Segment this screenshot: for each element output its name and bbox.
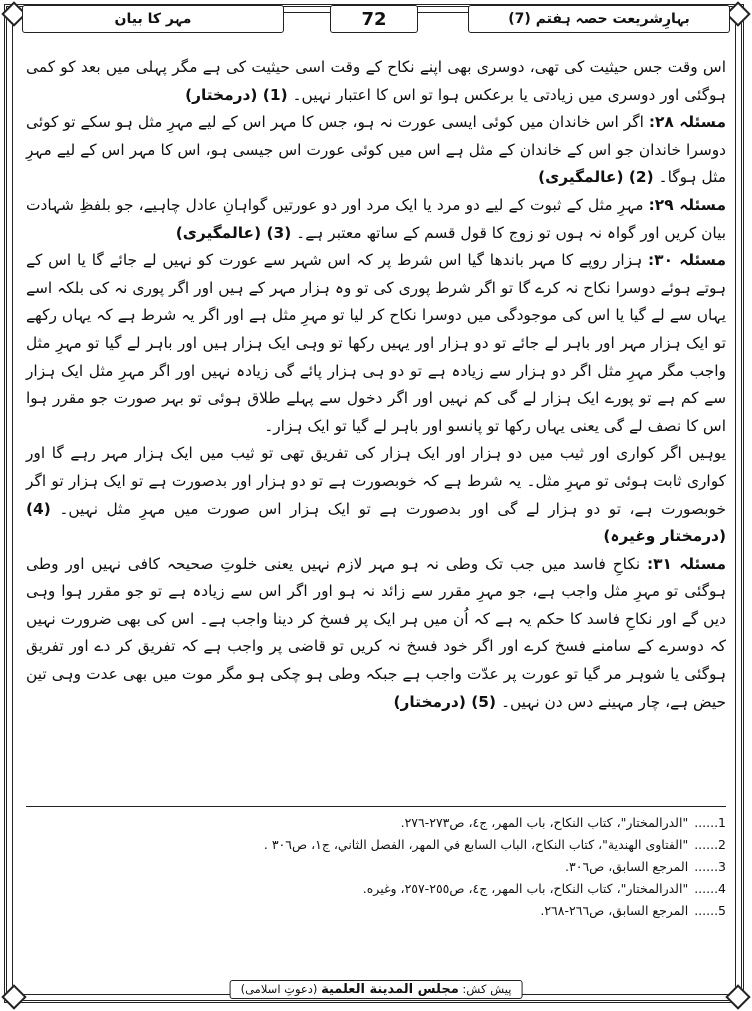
paragraph-4 — [26, 247, 726, 440]
masala-label: مسئلہ ۳۰: — [648, 251, 726, 270]
paragraph-1 — [26, 54, 726, 109]
footnote-text: "الدرالمختار"، كتاب النكاح، باب المهر، ج٤، ص٢٥٥-٢٥٧، وغيره. — [362, 881, 689, 896]
paragraph-reference: (3) (عالمگیری) — [175, 223, 292, 242]
body-text — [26, 54, 726, 716]
masala-label: مسئلہ ۲۸: — [648, 113, 726, 132]
book-title: بہارِشریعت حصہ ہفتم (7) — [468, 5, 730, 33]
chapter-title: مہر کا بیان — [22, 5, 284, 33]
footnote-marker: 1...... — [694, 815, 726, 830]
footnote-text: المرجع السابق، ص٣٠٦. — [565, 859, 689, 874]
paragraph-reference: (2) (عالمگیری) — [538, 168, 654, 187]
paragraph-2 — [26, 109, 726, 192]
footnote-text: "الدرالمختار"، كتاب النكاح، باب المهر، ج٤، ص٢٧٣-٢٧٦. — [400, 815, 689, 830]
publisher-name: مجلس المدينة العلمية — [321, 982, 459, 997]
masala-label: مسئلہ ۲۹: — [648, 195, 726, 214]
footnote-1 — [26, 812, 726, 834]
paragraph-text: مہرِ مثل کے ثبوت کے لیے دو مرد یا ایک مرد اور دو عورتیں گواہانِ عادل چاہیے، جو بلفظِ شہادت بیان کریں اور گواہ نہ ہوں تو زوج کا قول قسم کے ساتھ معتبر ہے۔ — [26, 195, 726, 242]
page-header — [22, 5, 730, 35]
paragraph-reference: (1) (درمختار) — [185, 85, 288, 104]
paragraph-3 — [26, 192, 726, 247]
paragraph-text: اگر اس خاندان میں کوئی ایسی عورت نہ ہو، جس کا مہر اس کے لیے مہرِ مثل ہو سکے تو کوئی دوسرا خاندان جو اس کے خاندان کے مثل ہے اس میں کوئی عورت اس جیسی ہو، اس کا مہر اس کے لیے مہرِ مثل ہوگا۔ — [26, 113, 726, 187]
paragraph-6 — [26, 551, 726, 717]
footnote-3 — [26, 856, 726, 878]
paragraph-text: ہزار روپے کا مہر باندھا گیا اس شرط پر کہ اس شہر سے عورت کو نہیں لے جائے گا یا اس کے ہوتے ہوئے دوسرا نکاح نہ کرے گا تو اگر شرط پوری کی تو وہ ہزار مہر کے ہیں اور اگر پوری نہ کی بلکہ اسے یہاں سے لے گیا یا اس کی موجودگی میں دوسرا نکاح کر لیا تو مہرِ مثل ہے اور اگر یہ شرط ہے کہ یہاں رکھے تو ایک ہزار مہر اور باہر لے جائے تو دو ہزار اور یہیں رکھا تو وہی ایک ہزار ہیں اور باہر لے گیا تو مہرِ مثل واجب مگر مہرِ مثل اگر دو ہزار سے زیادہ ہے تو دو ہی ہزار پائے گی زیادہ نہیں اور اگر مہرِ مثل ایک ہزار سے کم ہے تو پورے ایک ہزار لے گی کم نہیں اور اگر دخول سے پہلے طلاق ہوئی تو بہر صورت جو مقرر ہوا اس کا نصف لے گی یعنی یہاں رکھا تو پانسو اور باہر لے گیا تو ایک ہزار۔ — [26, 251, 726, 435]
footnote-marker: 4...... — [694, 881, 726, 896]
footer-prefix: پیش کش: — [462, 982, 512, 996]
masala-label: مسئلہ ۳۱: — [646, 554, 726, 573]
paragraph-text: اس وقت جس حیثیت کی تھی، دوسری بھی اپنے نکاح کے وقت اسی حیثیت کی ہے مگر پہلی میں بعد کو کمی ہوگئی اور دوسری میں زیادتی یا برعکس ہوا تو اس کا اعتبار نہیں۔ — [26, 58, 726, 104]
paragraph-text: یوہیں اگر کواری اور ثیب میں دو ہزار اور ایک ہزار کی تفریق تھی تو ثیب میں ایک ہزار مہر رہے گا اور کواری ثابت ہوئی تو مہرِ مثل۔ یہ شرط ہے کہ خوبصورت ہے تو دو ہزار اور بدصورت ہے تو ایک ہزار تو اگر خوبصورت ہے، تو دو ہزار لے گی اور بدصورت ہے تو ایک ہزار اس صورت میں مہرِ مثل نہیں۔ — [26, 444, 726, 518]
footnote-text: "الفتاوى الهندية"، كتاب النكاح، الباب السابع في المهر، الفصل الثاني، ج١، ص٣٠٦ . — [263, 837, 689, 852]
paragraph-reference: (5) (درمختار) — [393, 692, 497, 711]
footnotes — [26, 812, 726, 922]
paragraph-text: نکاحِ فاسد میں جب تک وطی نہ ہو مہر لازم نہیں یعنی خلوتِ صحیحہ کافی نہیں اور وطی ہوگئی تو مہرِ مثل واجب ہے، جو مہرِ مقرر سے زائد نہ ہو اور اگر اس سے زیادہ ہے تو جو مقرر ہوا وہی دیں گے اور نکاحِ فاسد کا حکم یہ ہے کہ اُن میں ہر ایک پر فسخ کر دینا واجب ہے۔ اس کی بھی ضرورت نہیں کہ دوسرے کے سامنے فسخ کرے اور اگر خود فسخ نہ کریں تو قاضی پر واجب ہے کہ تفریق کر دے اور تفریق ہوگئی یا شوہر مر گیا تو عورت پر عدّت واجب ہے جبکہ وطی ہو چکی ہو مگر موت میں بھی عدت وہی تین حیض ہے، چار مہینے دس دن نہیں۔ — [26, 554, 726, 711]
publisher-footer — [230, 980, 523, 999]
footnote-marker: 5...... — [694, 903, 726, 918]
footnote-2 — [26, 834, 726, 856]
footnote-text: المرجع السابق، ص٢٦٦-٢٦٨. — [540, 903, 689, 918]
paragraph-5 — [26, 440, 726, 550]
page-number: 72 — [330, 5, 418, 33]
paragraph-reference: (4) (درمختار وغیرہ) — [26, 499, 726, 546]
footnote-5 — [26, 900, 726, 922]
footnote-4 — [26, 878, 726, 900]
footnote-marker: 2...... — [694, 837, 726, 852]
footer-suffix: (دعوتِ اسلامی) — [240, 982, 318, 996]
footnote-divider — [26, 806, 726, 807]
footnote-marker: 3...... — [694, 859, 726, 874]
